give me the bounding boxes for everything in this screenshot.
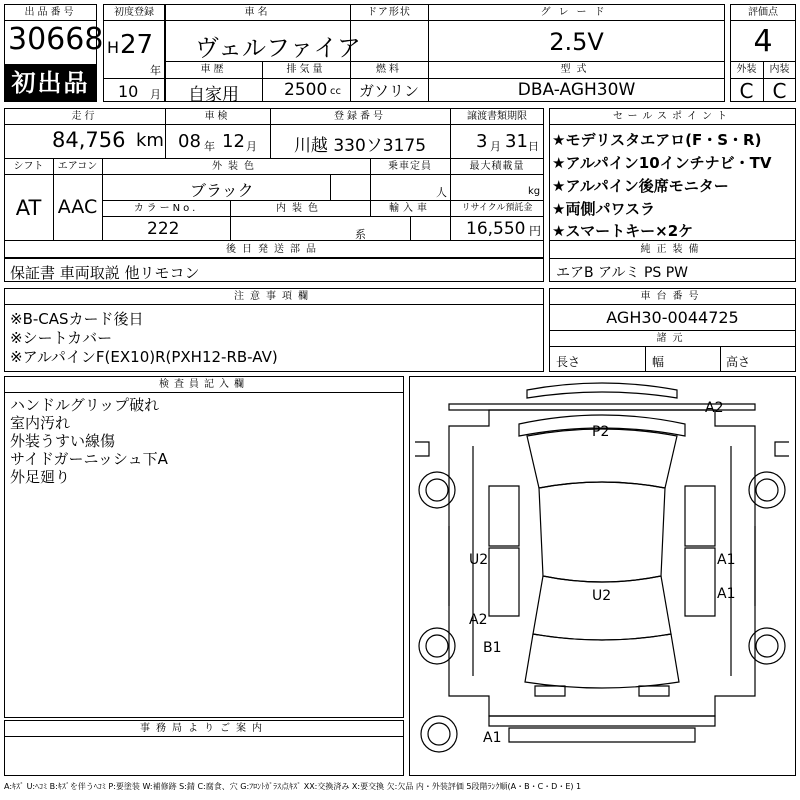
shift: AT bbox=[15, 196, 42, 220]
air-conditioner: AAC bbox=[57, 196, 98, 218]
model-label: 型式 bbox=[560, 64, 593, 75]
mileage: 84,756 bbox=[52, 128, 126, 152]
selling-point-item: ★モデリスタエアロ(F・S・R) bbox=[552, 131, 762, 149]
left-rear-door bbox=[489, 548, 519, 616]
inspection-year: 08 bbox=[178, 131, 201, 152]
selling-point-item: ★スマートキー×2ケ bbox=[552, 222, 694, 240]
rear-bumper bbox=[489, 716, 715, 726]
transfer-label: 譲渡書類期限 bbox=[467, 111, 527, 122]
exterior-color: ブラック bbox=[190, 181, 254, 200]
inspection-month: 12 bbox=[222, 131, 245, 152]
registration-month: 10 bbox=[118, 82, 139, 101]
auction-sheet: 出品番号 30668 初出品 初度登録 H 27 年 10 月 車名 ドア形状 グレード ヴェルファイア 2.5V 車歴 排気量 燃料 型式 自家用 2500 cc ガソリン DBA-AGH30W 評価点 4 外装 内装 C C 走行 車検 登録番号 譲渡書類期限 84,756 km 08 年 12 月 川越 330ソ3175 3 月 31 日 シフト エアコン 外装色 乗車定員 最大積載量 AT AAC ブラック 人 kg カラーNo. 内装色 輸入車 リサイクル預託金 222 系 16,550 円 後日発送部品 保証書 車両取説 他リモコン セールスポイント ★モデリスタエアロ(F・S・R) ★アルパイン10インチナビ・TV ★アルパイン後席モニター ★両側パワスラ ★スマートキー×2ケ 純正装備 エアB アルミ PS PW 注意事項欄 ※B-CASカード後日 ※シートカバー ※アルパインF(EX10)R(PXH12-RB-AV) 車台番号 AGH30-0044725 諸元 長さ 幅 高さ 検査員記入欄 ハンドルグリップ破れ 室内汚れ 外装うすい線傷 サイドガーニッシュ下A 外足廻り 事務局よりご案内 A2 P2 U2 A1 U2 A1 A2 B1 A1 A:ｷｽﾞ U:ﾍｺﾐ B:ｷｽﾞを伴うﾍｺﾐ P:要塗装 W:補修跡 S:錆 C:腐食、穴 G:ﾌﾛﾝﾄｶﾞﾗｽ点ｷｽﾞ XX:交換済み X:要交換 欠:欠品 内・外装評価 5段階ﾗﾝｸ順(A・B・C・D・E) 1 bbox=[0, 0, 800, 800]
selling-point-item: ★アルパイン10インチナビ・TV bbox=[552, 154, 772, 172]
first-registration-label: 初度登録 bbox=[114, 7, 154, 18]
grade-label: グレード bbox=[540, 7, 613, 18]
inspector-item: ハンドルグリップ破れ bbox=[10, 396, 160, 414]
damage-mark: A1 bbox=[717, 552, 736, 568]
capacity-label: 乗車定員 bbox=[388, 161, 432, 172]
damage-mark: P2 bbox=[592, 424, 610, 440]
registration-year: 27 bbox=[120, 30, 154, 60]
door-label: ドア形状 bbox=[367, 7, 411, 18]
exterior-color-label: 外装色 bbox=[212, 161, 260, 172]
fuel-label: 燃料 bbox=[376, 64, 402, 75]
legend: A:ｷｽﾞ U:ﾍｺﾐ B:ｷｽﾞを伴うﾍｺﾐ P:要塗装 W:補修跡 S:錆 C:腐食、穴 G:ﾌﾛﾝﾄｶﾞﾗｽ点ｷｽﾞ XX:交換済み X:要交換 欠:欠品 内・外装評価 5段階ﾗﾝｸ順(A・B・C・D・E) 1 bbox=[4, 782, 582, 791]
inspection-label: 車検 bbox=[204, 111, 231, 122]
history-label: 車歴 bbox=[200, 64, 227, 75]
caution-label: 注意事項欄 bbox=[234, 291, 314, 302]
equipment: エアB アルミ PS PW bbox=[556, 265, 689, 281]
later-parts: 保証書 車両取説 他リモコン bbox=[10, 264, 200, 282]
length-label: 長さ bbox=[556, 355, 581, 369]
model-code: DBA-AGH30W bbox=[517, 80, 636, 100]
rear-glass bbox=[533, 576, 671, 640]
inspector-item: サイドガーニッシュ下A bbox=[10, 450, 168, 468]
body-outline bbox=[449, 410, 755, 716]
ext-grade: C bbox=[739, 79, 754, 103]
ac-label: エアコン bbox=[57, 161, 98, 172]
inspector-item: 室内汚れ bbox=[10, 414, 71, 432]
equipment-label: 純正装備 bbox=[640, 244, 705, 255]
car-name-label: 車名 bbox=[244, 7, 271, 18]
left-mirror bbox=[415, 442, 429, 456]
displacement: 2500 bbox=[284, 80, 328, 100]
selling-points-label: セールスポイント bbox=[612, 111, 733, 122]
first-listing-badge: 初出品 bbox=[4, 64, 97, 102]
right-rear-door bbox=[685, 548, 715, 616]
front-bumper bbox=[527, 383, 677, 398]
damage-mark: U2 bbox=[469, 552, 489, 568]
right-front-door bbox=[685, 486, 715, 546]
score: 4 bbox=[753, 24, 773, 59]
int-grade: C bbox=[772, 79, 787, 103]
damage-mark: B1 bbox=[483, 640, 502, 656]
interior-color-label: 内装色 bbox=[276, 203, 324, 214]
damage-mark: U2 bbox=[592, 588, 612, 604]
inspector-label: 検査員記入欄 bbox=[159, 379, 249, 390]
lot-number-label: 出品番号 bbox=[24, 7, 77, 18]
int-label: 内装 bbox=[769, 64, 790, 75]
load-label: 最大積載量 bbox=[469, 161, 525, 172]
roof bbox=[539, 482, 665, 582]
dims-label: 諸元 bbox=[656, 333, 689, 344]
back-door bbox=[525, 634, 679, 688]
damage-mark: A2 bbox=[705, 400, 724, 416]
caution-item: ※B-CASカード後日 bbox=[10, 310, 144, 328]
selling-point-item: ★両側パワスラ bbox=[552, 200, 655, 218]
caution-item: ※シートカバー bbox=[10, 329, 113, 347]
damage-mark: A1 bbox=[717, 586, 736, 602]
import-label: 輸入車 bbox=[389, 203, 431, 214]
inspector-item: 外足廻り bbox=[10, 468, 71, 486]
left-front-door bbox=[489, 486, 519, 546]
later-parts-label: 後日発送部品 bbox=[226, 244, 322, 255]
selling-point-item: ★アルパイン後席モニター bbox=[552, 177, 729, 195]
inspector-item: 外装うすい線傷 bbox=[10, 432, 116, 450]
color-no-label: カラーNo. bbox=[133, 203, 199, 214]
history: 自家用 bbox=[188, 85, 239, 105]
caution-item: ※アルパインF(EX10)R(PXH12-RB-AV) bbox=[10, 348, 278, 366]
transfer-month: 3 bbox=[476, 131, 488, 152]
damage-mark: A2 bbox=[469, 612, 488, 628]
color-number: 222 bbox=[147, 219, 180, 239]
chassis-label: 車台番号 bbox=[640, 291, 705, 302]
recycle-label: リサイクル預託金 bbox=[461, 203, 533, 213]
recycle-fee: 16,550 bbox=[466, 219, 526, 239]
plate-label: 登録番号 bbox=[334, 111, 386, 122]
ext-label: 外装 bbox=[736, 64, 757, 75]
car-name: ヴェルファイア bbox=[195, 34, 361, 62]
score-label: 評価点 bbox=[748, 7, 778, 18]
grade: 2.5V bbox=[549, 28, 604, 56]
plate-number: 川越 330ソ3175 bbox=[293, 136, 427, 156]
damage-mark: A1 bbox=[483, 730, 502, 746]
right-mirror bbox=[775, 442, 789, 456]
transfer-day: 31 bbox=[505, 131, 528, 152]
fuel: ガソリン bbox=[358, 82, 419, 100]
height-label: 高さ bbox=[726, 355, 751, 369]
chassis-number: AGH30-0044725 bbox=[606, 308, 739, 327]
displacement-label: 排気量 bbox=[286, 64, 326, 75]
width-label: 幅 bbox=[652, 355, 665, 369]
lot-number: 30668 bbox=[8, 22, 104, 57]
office-label: 事務局よりご案内 bbox=[140, 723, 268, 734]
mileage-label: 走行 bbox=[71, 111, 98, 122]
shift-label: シフト bbox=[13, 161, 44, 172]
era: H bbox=[107, 38, 120, 57]
